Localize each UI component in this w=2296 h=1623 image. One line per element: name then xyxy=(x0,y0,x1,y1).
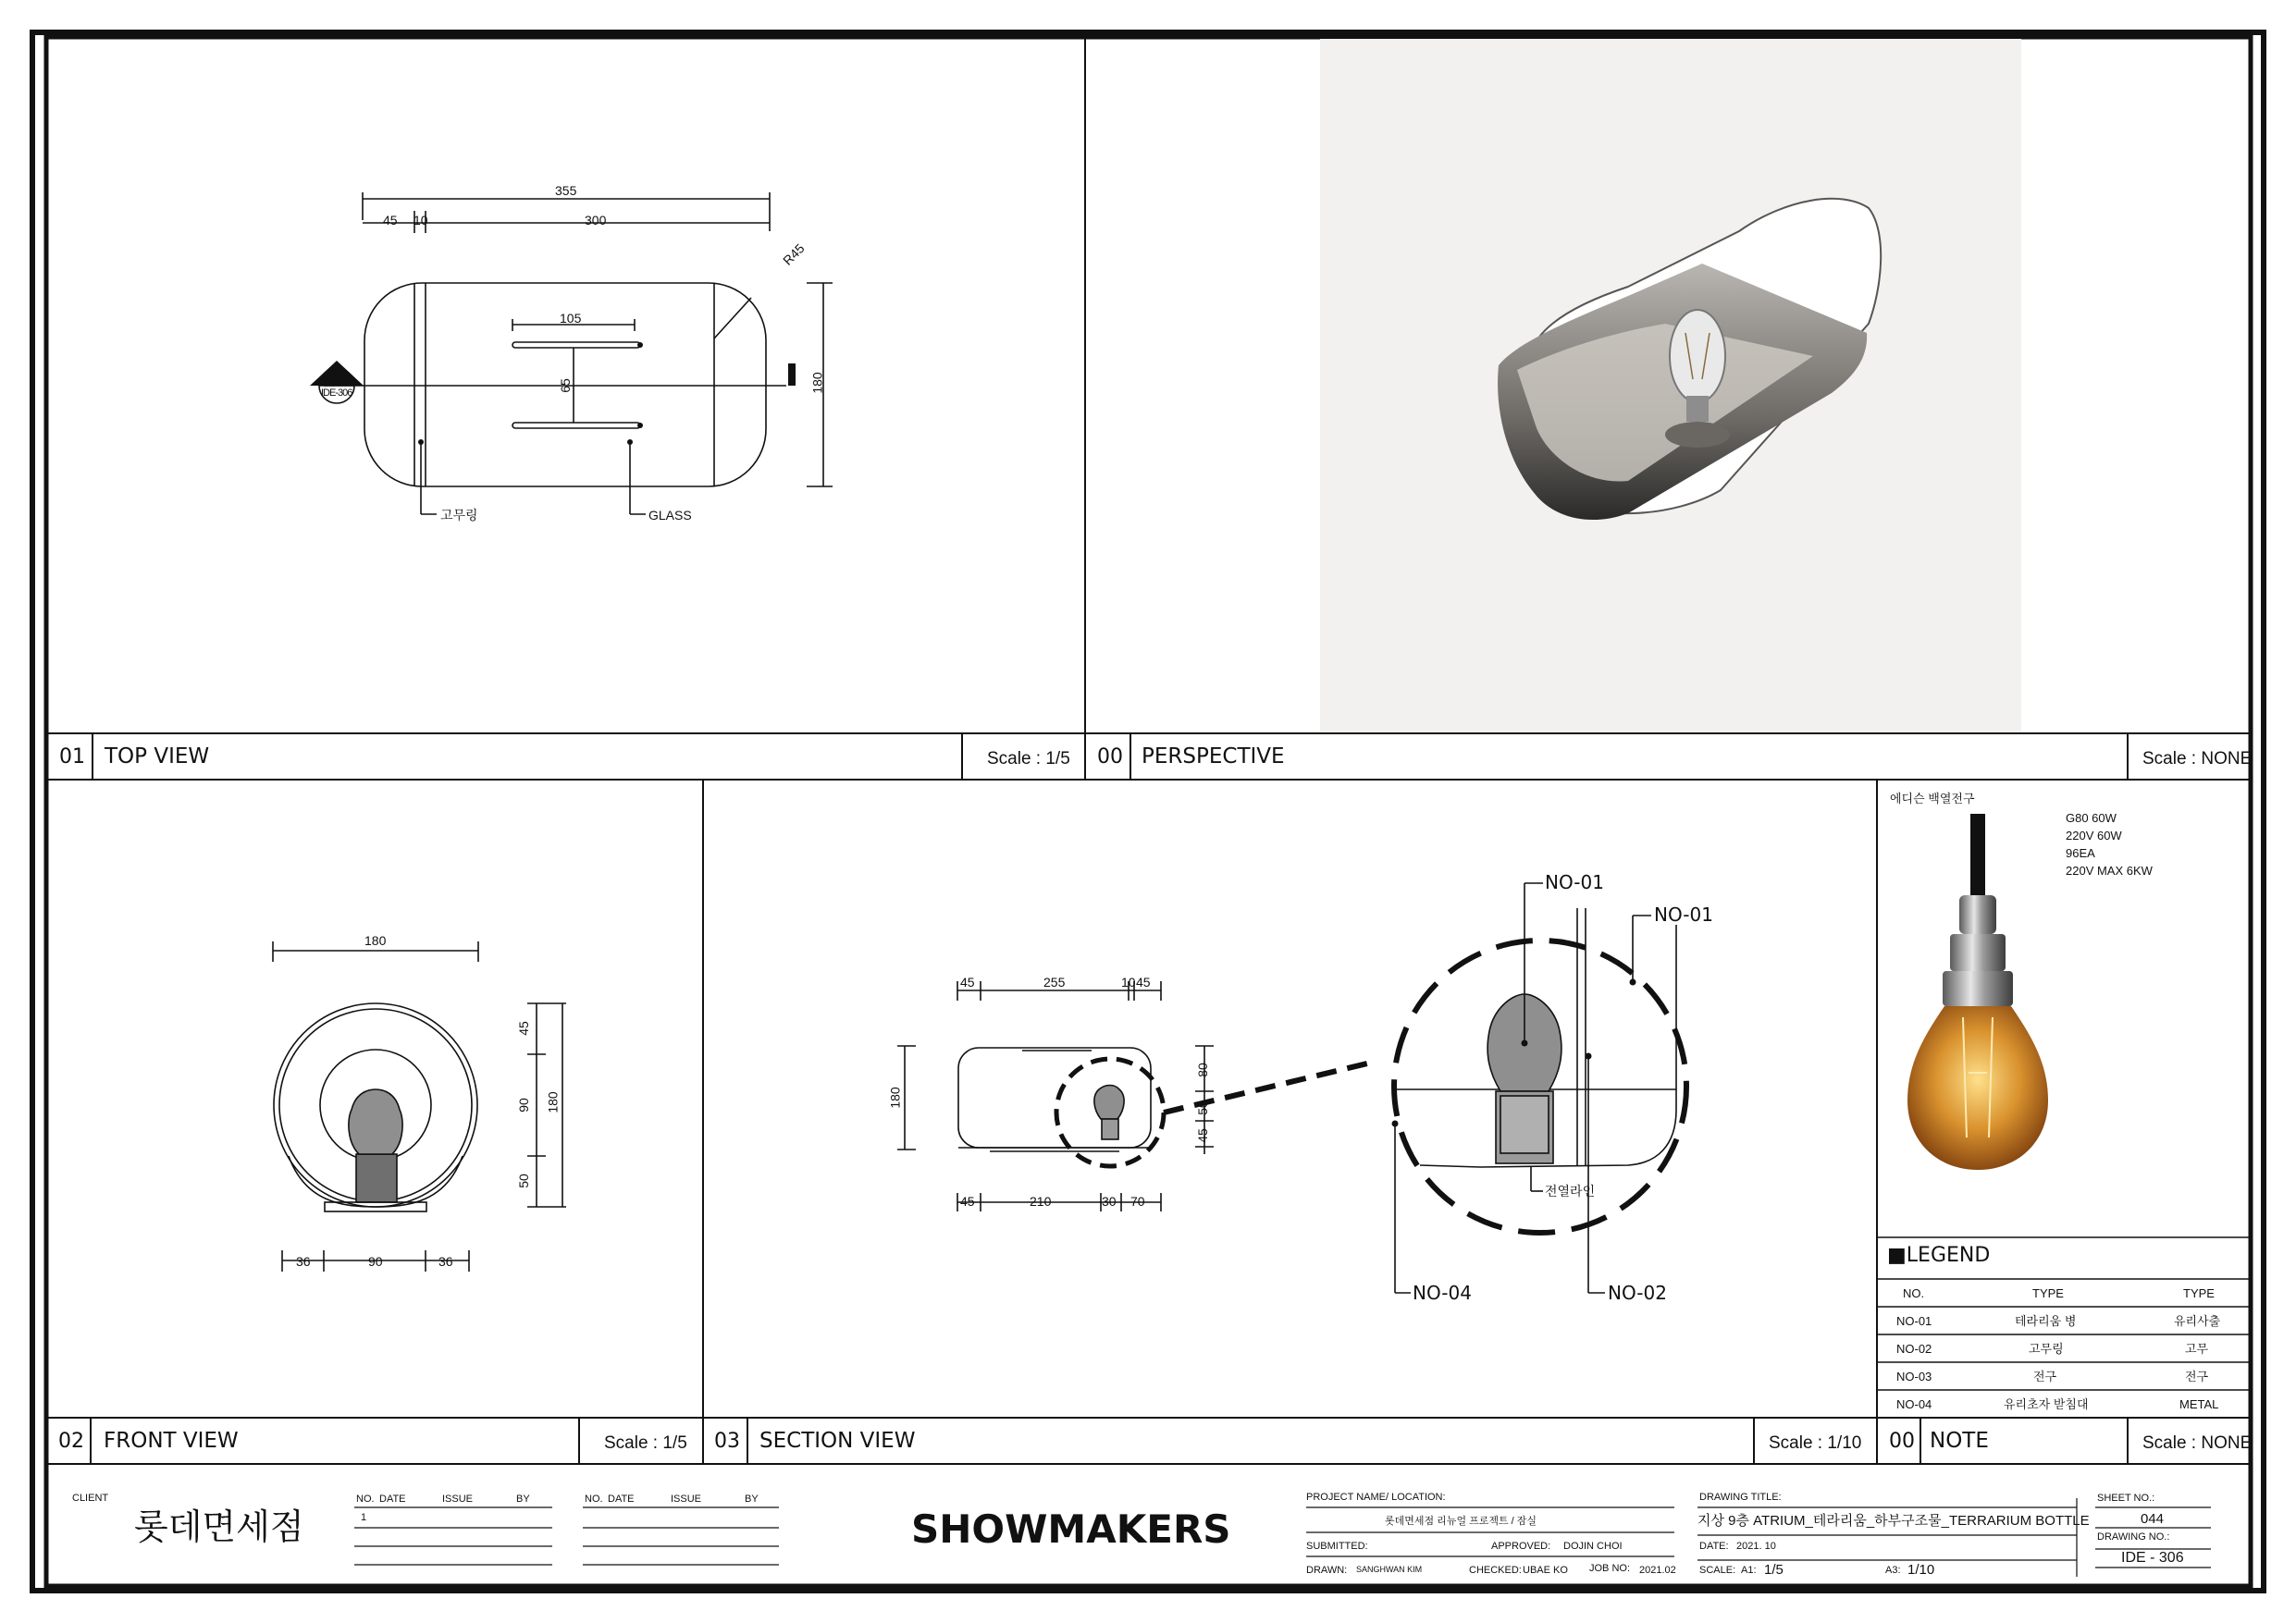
legend-header-type2: TYPE xyxy=(2183,1286,2215,1300)
drawing-title-label: DRAWING TITLE: xyxy=(1699,1492,1782,1503)
legend-row-4-type: 유리초자 받침대 xyxy=(2004,1397,2089,1411)
sv-dim-t45b: 45 xyxy=(1136,975,1151,990)
bulb-spec-line-1: G80 60W xyxy=(2066,811,2117,825)
callout-no: 03 xyxy=(330,369,342,380)
rev-header-no-1: NO. xyxy=(356,1494,375,1505)
rev-header-date-1: DATE xyxy=(379,1494,406,1505)
fv-dim-90b: 90 xyxy=(368,1254,383,1269)
fv-dim-45: 45 xyxy=(515,1021,531,1036)
label-glass: GLASS xyxy=(648,508,692,523)
drawing-title: 지상 9층 ATRIUM_테라리움_하부구조물_TERRARIUM BOTTLE xyxy=(1697,1513,2090,1529)
panel-scale-perspective: Scale : NONE xyxy=(2142,749,2253,768)
a1-value: 1/5 xyxy=(1764,1562,1784,1578)
drawing-no: IDE - 306 xyxy=(2121,1550,2184,1566)
sv-dim-t45: 45 xyxy=(960,975,975,990)
sv-tag-no01a: NO-01 xyxy=(1545,871,1604,893)
drawing-no-label: DRAWING NO.: xyxy=(2097,1531,2170,1543)
a3-label: A3: xyxy=(1885,1565,1901,1576)
legend-row-3-type: 전구 xyxy=(2033,1370,2057,1383)
panel-no-note: 00 xyxy=(1889,1430,1915,1453)
showmakers-logo: SHOWMAKERS xyxy=(911,1506,1231,1552)
panel-scale-front-view: Scale : 1/5 xyxy=(604,1433,687,1453)
legend-row-2-no: NO-02 xyxy=(1896,1342,1932,1356)
sv-dim-r80: 80 xyxy=(1194,1063,1210,1077)
panel-no-top-view: 01 xyxy=(59,745,85,768)
sv-tag-no01b: NO-01 xyxy=(1654,904,1713,926)
a3-value: 1/10 xyxy=(1907,1562,1935,1578)
project-name: 롯데면세점 리뉴얼 프로젝트 / 잠실 xyxy=(1385,1516,1537,1527)
callout-ref: IDE-306 xyxy=(321,387,352,399)
date-value: 2021. 10 xyxy=(1736,1541,1776,1552)
sv-dim-r50: 50 xyxy=(1194,1100,1210,1115)
legend-row-3-material: 전구 xyxy=(2185,1370,2209,1383)
legend-row-2-material: 고무 xyxy=(2185,1342,2209,1356)
legend-row-3-no: NO-03 xyxy=(1896,1370,1932,1383)
sv-dim-t10: 10 xyxy=(1121,975,1136,990)
bulb-spec-title: 에디슨 백열전구 xyxy=(1890,792,1975,805)
dim-radius: R45 xyxy=(780,240,808,268)
project-label: PROJECT NAME/ LOCATION: xyxy=(1306,1492,1446,1503)
bulb-spec-line-4: 220V MAX 6KW xyxy=(2066,864,2153,878)
dim-45: 45 xyxy=(383,213,398,227)
sv-dim-b70: 70 xyxy=(1130,1194,1145,1209)
fv-dim-90: 90 xyxy=(515,1098,531,1113)
legend-header-type: TYPE xyxy=(2032,1286,2064,1300)
panel-title-perspective: PERSPECTIVE xyxy=(1142,744,1285,768)
panel-no-perspective: 00 xyxy=(1097,745,1123,768)
rev-header-issue-1: ISSUE xyxy=(442,1494,474,1505)
top-view-fill xyxy=(310,342,796,445)
legend-row-2-type: 고무링 xyxy=(2029,1342,2064,1356)
dim-300: 300 xyxy=(585,213,607,227)
rev-header-by-1: BY xyxy=(516,1494,530,1505)
rev-header-by-2: BY xyxy=(745,1494,759,1505)
fv-dim-height: 180 xyxy=(545,1091,561,1113)
sv-tag-no04: NO-04 xyxy=(1413,1282,1472,1304)
drawn-by: SANGHWAN KIM xyxy=(1356,1565,1423,1574)
sheet-label: SHEET NO.: xyxy=(2097,1493,2155,1504)
sv-dim-b45: 45 xyxy=(960,1194,975,1209)
rev-first-no: 1 xyxy=(361,1512,367,1523)
sheet-no: 044 xyxy=(2141,1511,2165,1527)
rev-header-no-2: NO. xyxy=(585,1494,603,1505)
job-label: JOB NO: xyxy=(1589,1563,1631,1574)
panel-no-front-view: 02 xyxy=(58,1430,84,1453)
bulb-spec-line-2: 220V 60W xyxy=(2066,829,2122,842)
checked-by: UBAE KO xyxy=(1523,1565,1568,1576)
bulb-photo xyxy=(1907,814,2048,1170)
panel-scale-section-view: Scale : 1/10 xyxy=(1769,1433,1862,1453)
dim-overall: 355 xyxy=(555,183,577,198)
panel-scale-note: Scale : NONE xyxy=(2142,1433,2253,1453)
fv-dim-36a: 36 xyxy=(296,1254,311,1269)
panel-title-section-view: SECTION VIEW xyxy=(759,1429,916,1453)
sv-dim-b30: 30 xyxy=(1102,1194,1117,1209)
sv-dim-b210: 210 xyxy=(1030,1194,1052,1209)
dim-105: 105 xyxy=(560,311,582,326)
panel-scale-top-view: Scale : 1/5 xyxy=(987,749,1070,768)
legend-row-1-type: 테라리움 병 xyxy=(2015,1314,2077,1328)
sv-dim-h180: 180 xyxy=(887,1087,903,1109)
scale-label: SCALE: xyxy=(1699,1565,1736,1576)
fv-dim-50: 50 xyxy=(515,1174,531,1188)
client-name: 롯데면세점 xyxy=(134,1506,304,1547)
fv-dim-36b: 36 xyxy=(438,1254,453,1269)
legend-header-no: NO. xyxy=(1903,1286,1925,1300)
sv-dim-r45: 45 xyxy=(1194,1128,1210,1143)
sv-dim-t255: 255 xyxy=(1043,975,1066,990)
legend-row-4-material: METAL xyxy=(2179,1397,2219,1411)
legend-title: ■LEGEND xyxy=(1887,1244,1991,1267)
rev-header-issue-2: ISSUE xyxy=(671,1494,702,1505)
sv-tag-no02: NO-02 xyxy=(1608,1282,1667,1304)
legend-row-1-no: NO-01 xyxy=(1896,1314,1932,1328)
approved-label: APPROVED: xyxy=(1491,1541,1551,1552)
legend-row-4-no: NO-04 xyxy=(1896,1397,1932,1411)
checked-label: CHECKED: xyxy=(1469,1565,1522,1576)
sv-label-display-line: 전열라인 xyxy=(1545,1184,1596,1199)
dim-65: 65 xyxy=(557,378,573,393)
dim-180: 180 xyxy=(809,372,825,394)
job-no: 2021.02 xyxy=(1639,1565,1676,1576)
date-label: DATE: xyxy=(1699,1541,1729,1552)
dim-10: 10 xyxy=(414,213,428,227)
bulb-spec-line-3: 96EA xyxy=(2066,846,2095,860)
top-view-drawing xyxy=(319,192,833,514)
panel-title-top-view: TOP VIEW xyxy=(105,744,210,768)
submitted-label: SUBMITTED: xyxy=(1306,1541,1368,1552)
fv-dim-width: 180 xyxy=(364,933,387,948)
legend-row-1-material: 유리사출 xyxy=(2174,1314,2221,1328)
label-rubber-ring: 고무링 xyxy=(440,508,478,523)
approved-by: DOJIN CHOI xyxy=(1563,1541,1623,1552)
rev-header-date-2: DATE xyxy=(608,1494,635,1505)
section-view-drawing xyxy=(897,883,1686,1293)
panel-title-note: NOTE xyxy=(1930,1429,1989,1453)
panel-title-front-view: FRONT VIEW xyxy=(104,1429,239,1453)
a1-label: A1: xyxy=(1741,1565,1757,1576)
client-label: CLIENT xyxy=(72,1493,109,1504)
panel-no-section-view: 03 xyxy=(714,1430,740,1453)
drawn-label: DRAWN: xyxy=(1306,1565,1348,1576)
